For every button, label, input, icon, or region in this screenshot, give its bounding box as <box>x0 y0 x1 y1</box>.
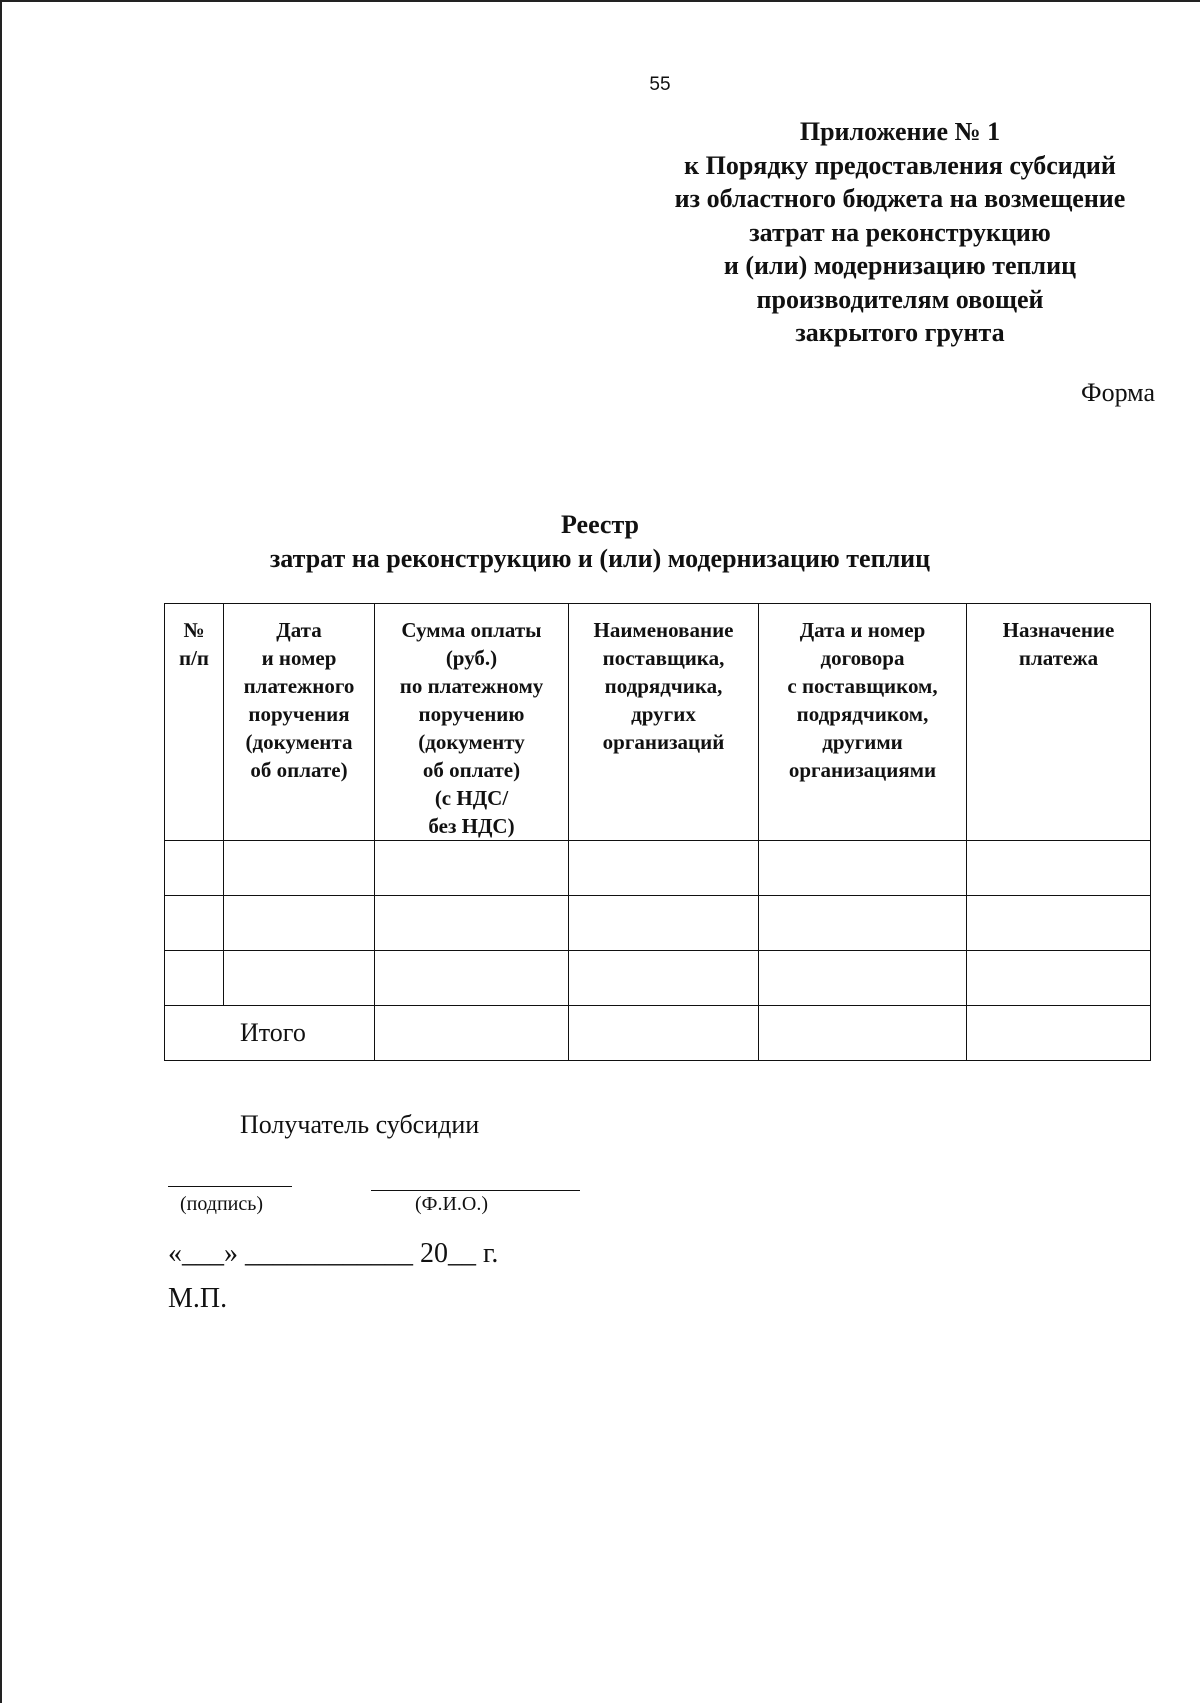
header-line: и номер <box>261 646 337 670</box>
table-header-row <box>165 604 1151 841</box>
header-line: платежного <box>243 674 355 698</box>
header-line: Назначение <box>1002 618 1115 642</box>
header-line: (руб.) <box>445 646 498 670</box>
table-cell <box>224 896 375 951</box>
header-line: организаций <box>602 730 725 754</box>
table-cell <box>375 896 569 951</box>
table-cell <box>967 1006 1151 1061</box>
table-row <box>165 951 1151 1006</box>
signature-line <box>168 1186 292 1187</box>
table-cell <box>375 841 569 896</box>
header-line: с поставщиком, <box>787 674 938 698</box>
appendix-line: Приложение № 1 <box>799 117 1001 146</box>
table-cell <box>375 951 569 1006</box>
header-line: по платежному <box>399 674 544 698</box>
table-cell <box>569 841 759 896</box>
name-line <box>371 1190 580 1191</box>
header-line: поручения <box>248 702 350 726</box>
appendix-line: производителям овощей <box>756 284 1044 314</box>
table-cell <box>224 951 375 1006</box>
registry-table <box>164 603 1151 1061</box>
header-line: (документа <box>245 730 353 754</box>
name-caption: (Ф.И.О.) <box>415 1193 489 1215</box>
header-contract <box>759 604 967 841</box>
table-cell <box>569 951 759 1006</box>
header-line: Наименование <box>593 618 734 642</box>
table-cell <box>569 1006 759 1061</box>
date-line: «___» ____________ 20__ г. <box>168 1238 499 1269</box>
table-row <box>165 896 1151 951</box>
header-line: других <box>631 702 696 726</box>
appendix-line: к Порядку предоставления субсидий <box>684 150 1116 180</box>
table-row <box>165 841 1151 896</box>
recipient-label: Получатель субсидии <box>240 1110 480 1139</box>
seal-label: М.П. <box>168 1283 228 1314</box>
table-cell <box>759 896 967 951</box>
table-cell <box>967 896 1151 951</box>
table-cell <box>967 841 1151 896</box>
registry-title-subtitle: затрат на реконструкцию и (или) модернизацию теплиц <box>269 544 931 573</box>
header-line: без НДС) <box>428 814 515 838</box>
header-supplier-name <box>569 604 759 841</box>
appendix-heading <box>640 115 1160 350</box>
header-number <box>165 604 224 841</box>
page-frame-left <box>0 0 2 1703</box>
header-line: другими <box>822 730 903 754</box>
table-total-row <box>165 1006 1151 1061</box>
appendix-line: из областного бюджета на возмещение <box>674 184 1126 213</box>
header-line: Дата и номер <box>799 618 926 642</box>
header-payment-order <box>224 604 375 841</box>
appendix-line: затрат на реконструкцию <box>749 217 1051 247</box>
header-line: подрядчика, <box>604 674 723 698</box>
table-cell <box>759 841 967 896</box>
total-label: Итого <box>165 1006 375 1061</box>
header-line: (с НДС/ <box>434 786 509 810</box>
header-line: (документу <box>418 730 525 754</box>
header-payment-amount <box>375 604 569 841</box>
table-cell <box>375 1006 569 1061</box>
table-cell <box>165 896 224 951</box>
form-label: Форма <box>1081 378 1155 407</box>
page-frame-top <box>0 0 1200 2</box>
header-line: подрядчиком, <box>796 702 929 726</box>
header-line: Дата <box>276 618 322 642</box>
header-line: поставщика, <box>602 646 725 670</box>
header-line: Сумма оплаты <box>401 618 542 642</box>
table-cell <box>569 896 759 951</box>
header-line: № <box>183 618 205 642</box>
header-line: об оплате) <box>422 758 521 782</box>
registry-title-main: Реестр <box>560 510 640 539</box>
header-line: организациями <box>788 758 937 782</box>
appendix-line: закрытого грунта <box>795 318 1005 347</box>
header-line: об оплате) <box>250 758 348 782</box>
table-cell <box>165 951 224 1006</box>
appendix-line: и (или) модернизацию теплиц <box>723 251 1077 280</box>
table-cell <box>165 841 224 896</box>
table-cell <box>759 1006 967 1061</box>
table-cell <box>967 951 1151 1006</box>
header-line: договора <box>820 646 905 670</box>
header-payment-purpose <box>967 604 1151 841</box>
table-cell <box>224 841 375 896</box>
page-number: 55 <box>649 74 671 95</box>
registry-title <box>160 508 1040 576</box>
table-cell <box>759 951 967 1006</box>
header-line: поручению <box>418 702 525 726</box>
signature-caption: (подпись) <box>180 1193 264 1215</box>
header-line: п/п <box>178 646 210 670</box>
header-line: платежа <box>1018 646 1099 670</box>
